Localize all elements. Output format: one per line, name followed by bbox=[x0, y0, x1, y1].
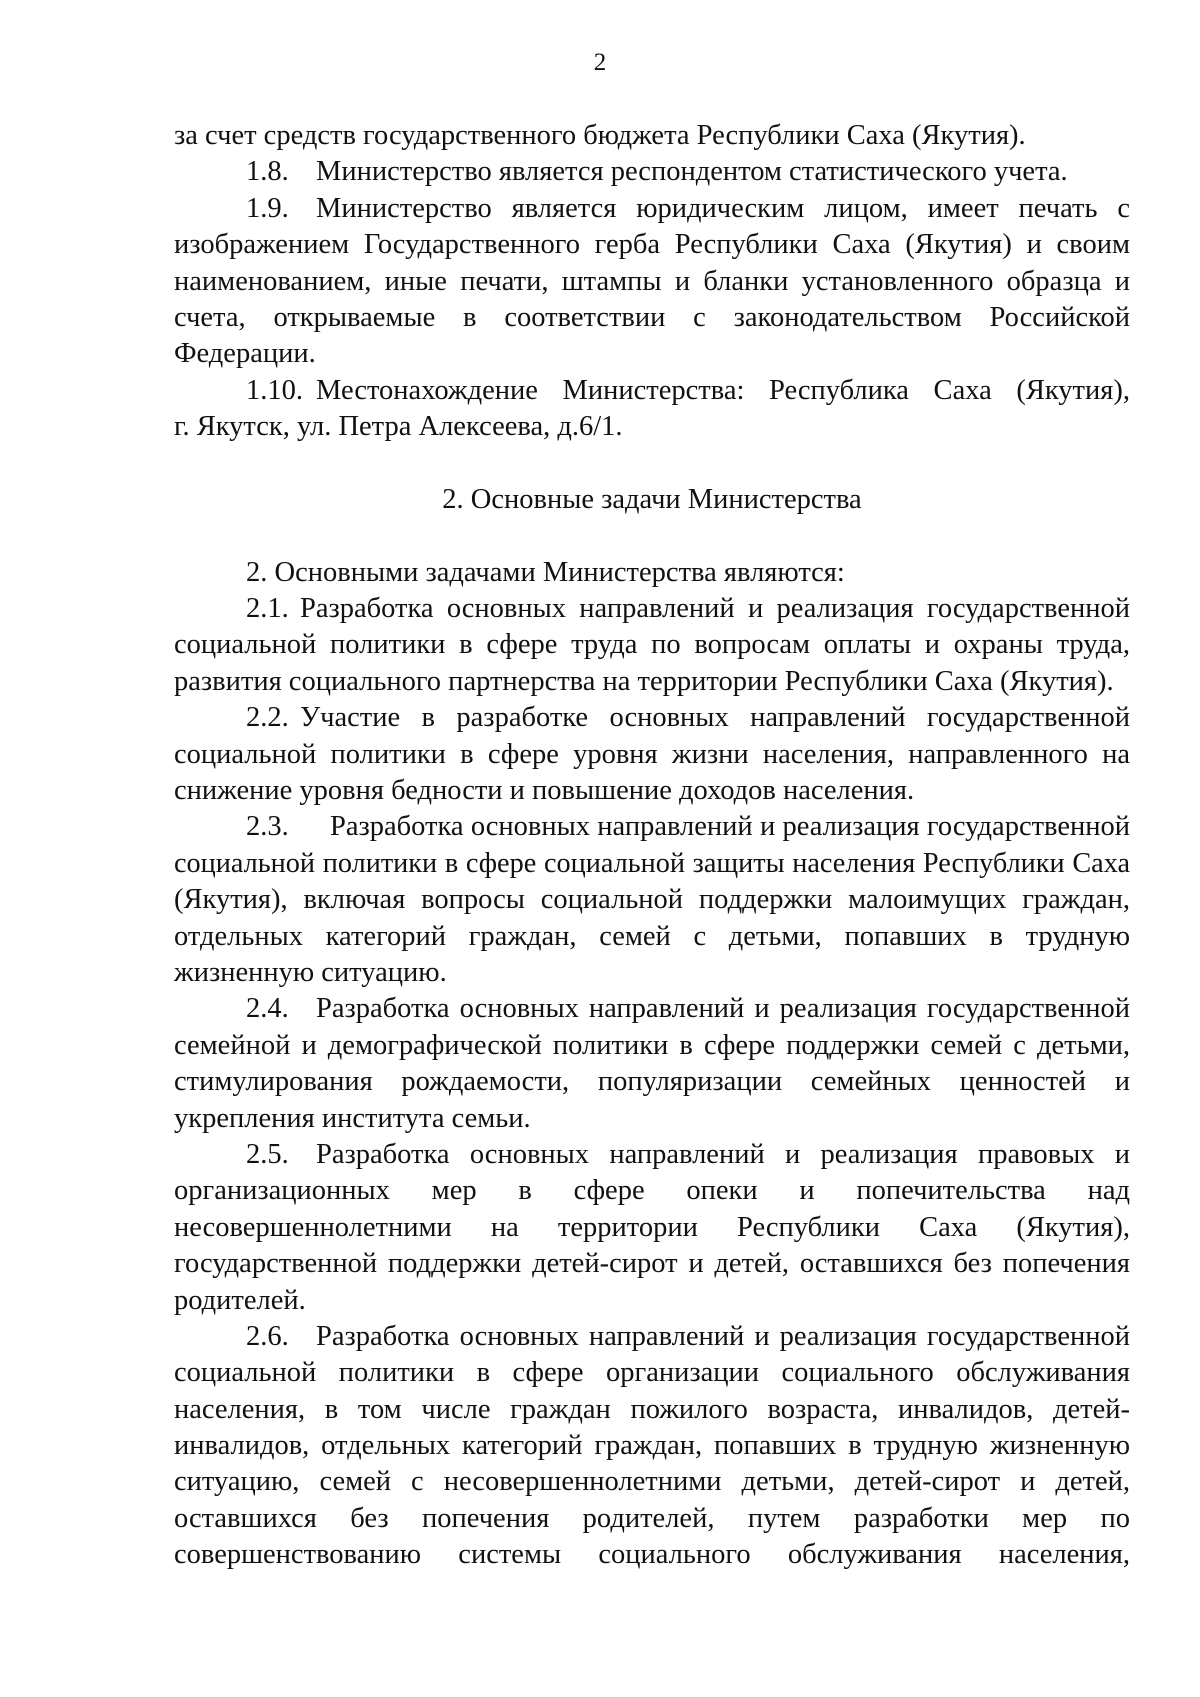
paragraph-continuation-line: за счет средств государственного бюджета Республики Саха (Якутия). bbox=[174, 120, 1026, 151]
paragraph-2-4-text: Разработка основных направлений и реализация государственной bbox=[316, 993, 1130, 1025]
paragraph-1-8-text: Министерство является респондентом статистического учета. bbox=[316, 156, 1068, 188]
paragraph-1-10-number: 1.10. bbox=[246, 374, 303, 406]
paragraph-2-1-line: социальной политики в сфере труда по вопросам оплаты и охраны труда, bbox=[174, 629, 1130, 661]
paragraph-2-5-line: родителей. bbox=[174, 1284, 306, 1316]
paragraph-2-6-line: оставшихся без попечения родителей, путем разработки мер по bbox=[174, 1502, 1130, 1534]
paragraph-2-3-number: 2.3. bbox=[246, 811, 289, 843]
paragraph-1-10-line bbox=[174, 373, 1130, 409]
paragraph-2-4-line: укрепления института семьи. bbox=[174, 1102, 531, 1134]
section-intro: 2. Основными задачами Министерства являются: bbox=[246, 556, 845, 588]
paragraph-1-9-line: счета, открываемые в соответствии с законодательством Российской bbox=[174, 301, 1130, 333]
paragraph-1-9-line: изображением Государственного герба Республики Саха (Якутия) и своим bbox=[174, 229, 1130, 261]
paragraph-2-4-number: 2.4. bbox=[246, 993, 289, 1025]
paragraph-2-2-text: Участие в разработке основных направлений государственной bbox=[300, 702, 1130, 734]
paragraph-2-5-line bbox=[174, 1137, 1130, 1173]
paragraph-2-1-number: 2.1. bbox=[246, 593, 289, 625]
paragraph-1-8-number: 1.8. bbox=[246, 156, 289, 188]
paragraph-1-8-line bbox=[174, 154, 1130, 190]
paragraph-2-3-line: отдельных категорий граждан, семей с детьми, попавших в трудную bbox=[174, 920, 1130, 952]
paragraph-2-4-line: стимулирования рождаемости, популяризации семейных ценностей и bbox=[174, 1066, 1130, 1098]
section-heading: 2. Основные задачи Министерства bbox=[442, 483, 862, 515]
spacer bbox=[174, 446, 1130, 482]
paragraph-1-9-line: Федерации. bbox=[174, 338, 316, 370]
paragraph-2-6-number: 2.6. bbox=[246, 1320, 289, 1352]
paragraph-2-6-line: ситуацию, семей с несовершеннолетними детьми, детей-сирот и детей, bbox=[174, 1466, 1130, 1498]
paragraph-2-3-line: жизненную ситуацию. bbox=[174, 956, 447, 988]
paragraph-2-6-line: инвалидов, отдельных категорий граждан, попавших в трудную жизненную bbox=[174, 1430, 1130, 1462]
paragraph-2-1-line bbox=[174, 591, 1130, 627]
paragraph-2-2-number: 2.2. bbox=[246, 702, 289, 734]
paragraph-1-9-number: 1.9. bbox=[246, 192, 289, 224]
paragraph-1-10-line: г. Якутск, ул. Петра Алексеева, д.6/1. bbox=[174, 411, 623, 443]
paragraph-2-6-line: населения, в том числе граждан пожилого возраста, инвалидов, детей- bbox=[174, 1393, 1130, 1425]
spacer bbox=[174, 518, 1130, 554]
paragraph-1-9-line bbox=[174, 191, 1130, 227]
paragraph-2-5-line: государственной поддержки детей-сирот и детей, оставшихся без попечения bbox=[174, 1248, 1130, 1280]
paragraph-2-2-line bbox=[174, 700, 1130, 736]
paragraph-2-5-number: 2.5. bbox=[246, 1138, 289, 1170]
paragraph-2-3-line bbox=[174, 809, 1130, 845]
paragraph-2-6-line: совершенствованию системы социального обслуживания населения, bbox=[174, 1539, 1130, 1571]
paragraph-2-3-text: Разработка основных направлений и реализация государственной bbox=[330, 811, 1130, 843]
paragraph-2-4-line: семейной и демографической политики в сфере поддержки семей с детьми, bbox=[174, 1029, 1130, 1061]
paragraph-2-2-line: снижение уровня бедности и повышение доходов населения. bbox=[174, 775, 915, 807]
document-body bbox=[174, 118, 1130, 1574]
paragraph-2-5-text: Разработка основных направлений и реализация правовых и bbox=[316, 1138, 1130, 1170]
paragraph-2-1-line: развития социального партнерства на территории Республики Саха (Якутия). bbox=[174, 665, 1114, 697]
paragraph-2-1-text: Разработка основных направлений и реализация государственной bbox=[300, 593, 1130, 625]
paragraph-2-6-text: Разработка основных направлений и реализация государственной bbox=[316, 1320, 1130, 1352]
page-number: 2 bbox=[593, 49, 607, 76]
paragraph-1-9-line: наименованием, иные печати, штампы и бланки установленного образца и bbox=[174, 265, 1130, 297]
paragraph-1-10-text: Местонахождение Министерства: Республика Саха (Якутия), bbox=[316, 374, 1130, 406]
paragraph-2-3-line: социальной политики в сфере социальной защиты населения Республики Саха bbox=[174, 847, 1130, 879]
paragraph-2-6-line bbox=[174, 1319, 1130, 1355]
paragraph-2-4-line bbox=[174, 991, 1130, 1027]
paragraph-2-3-line: (Якутия), включая вопросы социальной поддержки малоимущих граждан, bbox=[174, 884, 1130, 916]
paragraph-2-5-line: несовершеннолетними на территории Республики Саха (Якутия), bbox=[174, 1211, 1130, 1243]
paragraph-1-9-text: Министерство является юридическим лицом, имеет печать с bbox=[316, 192, 1130, 224]
paragraph-2-5-line: организационных мер в сфере опеки и попечительства над bbox=[174, 1175, 1130, 1207]
paragraph-2-2-line: социальной политики в сфере уровня жизни населения, направленного на bbox=[174, 738, 1130, 770]
paragraph-2-6-line: социальной политики в сфере организации социального обслуживания bbox=[174, 1357, 1130, 1389]
